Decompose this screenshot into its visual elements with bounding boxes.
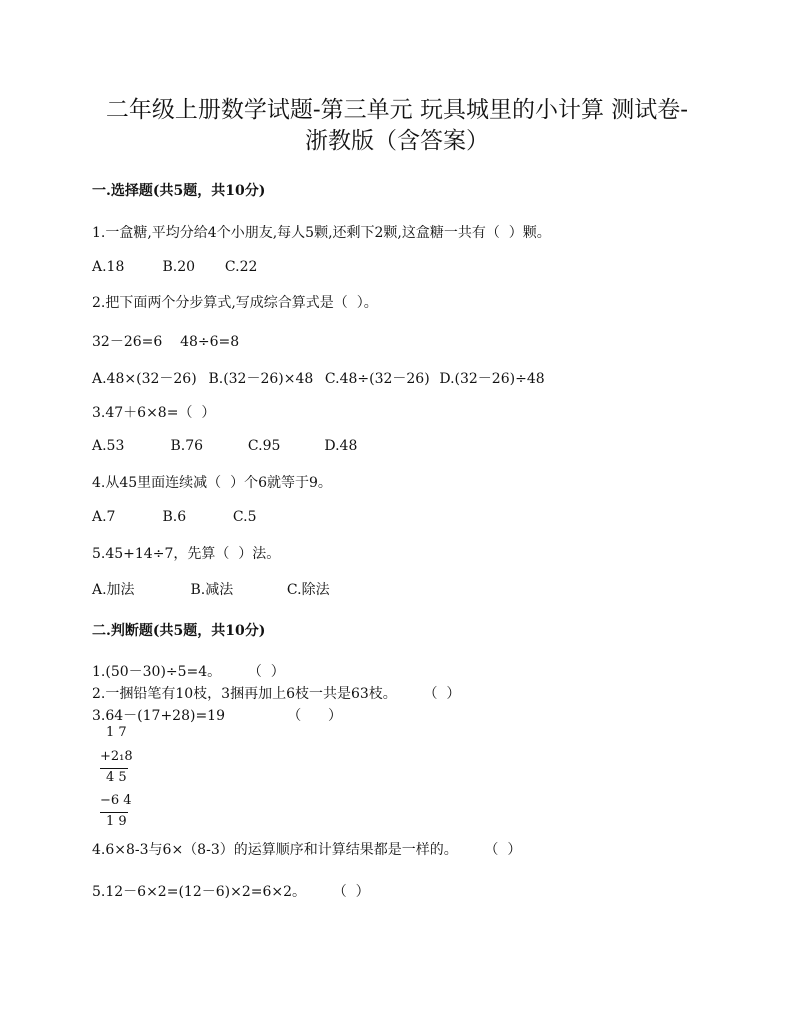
document-title — [60, 95, 734, 157]
calc-row-3: 4 5 — [106, 770, 127, 785]
judge-q1-text: 1.(50－30)÷5=4。 （ ） — [92, 664, 285, 680]
calc-rule-2 — [100, 812, 128, 813]
choice-q2-text: 2.把下面两个分步算式,写成综合算式是（ ）。 — [92, 295, 378, 311]
choice-q4-options — [92, 509, 256, 525]
choice-q3-text: 3.47＋6×8=（ ） — [92, 405, 216, 421]
judge-q3-text: 3.64－(17+28)=19 （ ） — [92, 708, 343, 724]
choice-q1-option-c: C.22 — [224, 259, 258, 275]
choice-q4-option-c: C.5 — [232, 509, 257, 525]
calc-row-5: 1 9 — [106, 814, 127, 829]
choice-q3-option-b: B.76 — [170, 438, 204, 454]
judge-q5-text: 5.12－6×2=(12－6)×2=6×2。 （ ） — [92, 884, 370, 900]
judge-q2-text: 2.一捆铅笔有10枝，3捆再加上6枝一共是63枝。 （ ） — [92, 686, 461, 702]
choice-q3-option-a: A.53 — [92, 438, 125, 454]
choice-q2-option-c: C.48÷(32－26) — [324, 371, 430, 387]
choice-q2-option-a: A.48×(32－26) — [92, 371, 197, 387]
choice-q5-option-a: A.加法 — [92, 582, 135, 598]
calc-row-1: 1 7 — [106, 725, 127, 740]
choice-q5-option-c: C.除法 — [286, 582, 330, 598]
title-line-1: 二年级上册数学试题-第三单元 玩具城里的小计算 测试卷- — [105, 97, 689, 123]
choice-q2-option-d: D.(32－26)÷48 — [439, 371, 545, 387]
choice-q3-option-d: D.48 — [324, 438, 358, 454]
choice-q1-text: 1.一盒糖,平均分给4个小朋友,每人5颗,还剩下2颗,这盒糖一共有（ ）颗。 — [92, 225, 551, 241]
choice-q2-option-b: B.(32－26)×48 — [208, 371, 314, 387]
choice-q3-options — [92, 438, 357, 454]
choice-q5-options — [92, 579, 330, 599]
choice-q5-option-b: B.减法 — [190, 582, 234, 598]
choice-q1-options — [92, 259, 257, 275]
choice-q4-option-a: A.7 — [92, 509, 116, 525]
choice-q2-steps: 32－26=6 48÷6=8 — [92, 334, 240, 350]
calc-rule-1 — [100, 768, 128, 769]
calc-row-2: +2₁8 — [100, 749, 133, 764]
section-judge-heading: 二.判断题(共5题，共10分) — [92, 623, 266, 639]
choice-q5-text: 5.45+14÷7，先算（ ）法。 — [92, 546, 281, 562]
choice-q1-option-a: A.18 — [92, 259, 125, 275]
choice-q2-options — [92, 368, 545, 388]
choice-q4-option-b: B.6 — [162, 509, 187, 525]
title-line-2: 浙教版（含答案） — [305, 128, 489, 154]
choice-q1-option-b: B.20 — [162, 259, 196, 275]
choice-q4-text: 4.从45里面连续减（ ）个6就等于9。 — [92, 475, 332, 491]
choice-q3-option-c: C.95 — [247, 438, 281, 454]
calc-row-4: −6 4 — [100, 793, 132, 808]
section-choice-heading: 一.选择题(共5题，共10分) — [92, 183, 266, 199]
judge-q4-text: 4.6×8-3与6×（8-3）的运算顺序和计算结果都是一样的。 （ ） — [92, 842, 522, 858]
